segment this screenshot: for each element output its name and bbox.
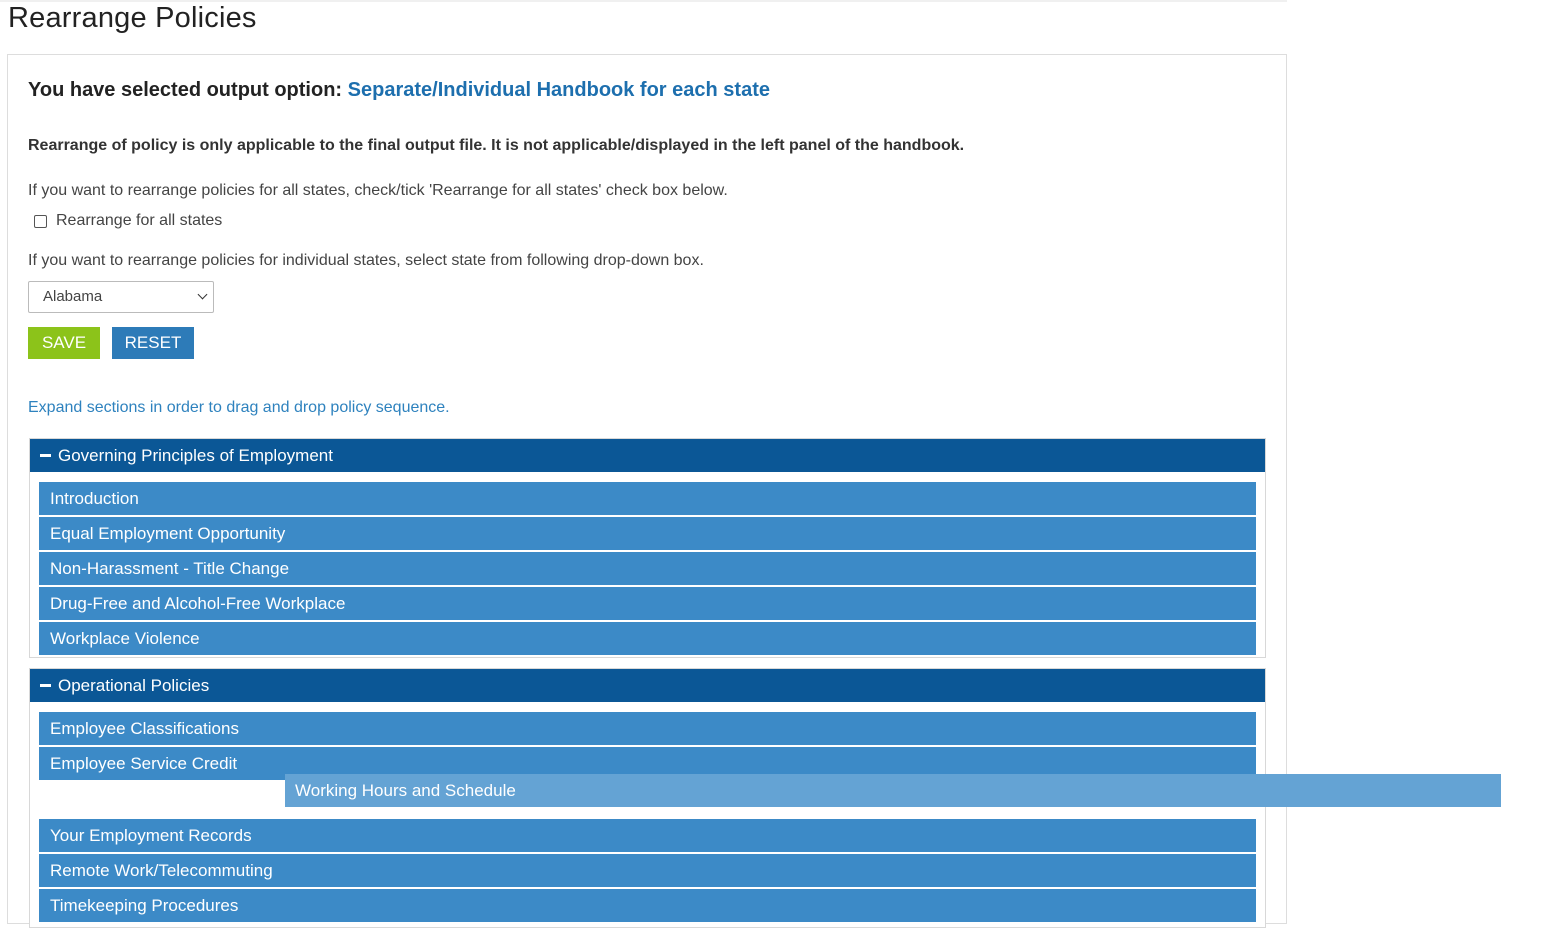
output-option-prefix: You have selected output option: <box>28 79 343 101</box>
output-option-value: Separate/Individual Handbook for each state <box>347 79 770 101</box>
policy-item[interactable]: Remote Work/Telecommuting <box>39 854 1256 887</box>
state-select[interactable] <box>28 281 214 313</box>
section-policy-list <box>30 472 1265 655</box>
output-option-line <box>28 79 770 102</box>
rearrange-notice: Rearrange of policy is only applicable to the final output file. It is not applicable/displayed in the left panel of the handbook. <box>28 137 965 154</box>
rearrange-all-states-row[interactable] <box>34 212 222 230</box>
all-states-hint: If you want to rearrange policies for all states, check/tick 'Rearrange for all states' check box below. <box>28 182 728 199</box>
policy-item[interactable]: Employee Service Credit <box>39 747 1256 780</box>
section-header[interactable] <box>30 669 1265 702</box>
policy-item[interactable]: Equal Employment Opportunity <box>39 517 1256 550</box>
section-policy-list <box>30 702 1265 922</box>
page-title: Rearrange Policies <box>8 2 257 34</box>
policy-item[interactable]: Your Employment Records <box>39 819 1256 852</box>
policy-item[interactable]: Workplace Violence <box>39 622 1256 655</box>
policy-item[interactable]: Introduction <box>39 482 1256 515</box>
section-title: Governing Principles of Employment <box>58 445 333 465</box>
section-header[interactable] <box>30 439 1265 472</box>
chevron-down-icon <box>198 290 208 300</box>
policy-item[interactable]: Timekeeping Procedures <box>39 889 1256 922</box>
reset-button[interactable]: RESET <box>112 327 194 359</box>
policy-item[interactable]: Drug-Free and Alcohol-Free Workplace <box>39 587 1256 620</box>
rearrange-all-states-label[interactable]: Rearrange for all states <box>56 212 223 229</box>
save-button[interactable]: SAVE <box>28 327 100 359</box>
section-title: Operational Policies <box>58 675 210 695</box>
collapse-icon[interactable] <box>40 684 51 687</box>
section-governing-principles <box>29 438 1266 658</box>
rearrange-all-states-checkbox[interactable] <box>34 215 47 228</box>
collapse-icon[interactable] <box>40 454 51 457</box>
state-select-value: Alabama <box>43 288 103 305</box>
dragging-policy-item[interactable]: Working Hours and Schedule <box>285 774 1501 807</box>
policy-item[interactable]: Employee Classifications <box>39 712 1256 745</box>
policy-item[interactable]: Non-Harassment - Title Change <box>39 552 1256 585</box>
expand-sections-hint: Expand sections in order to drag and drop policy sequence. <box>28 399 450 416</box>
individual-state-hint: If you want to rearrange policies for individual states, select state from following drop-down box. <box>28 252 704 269</box>
